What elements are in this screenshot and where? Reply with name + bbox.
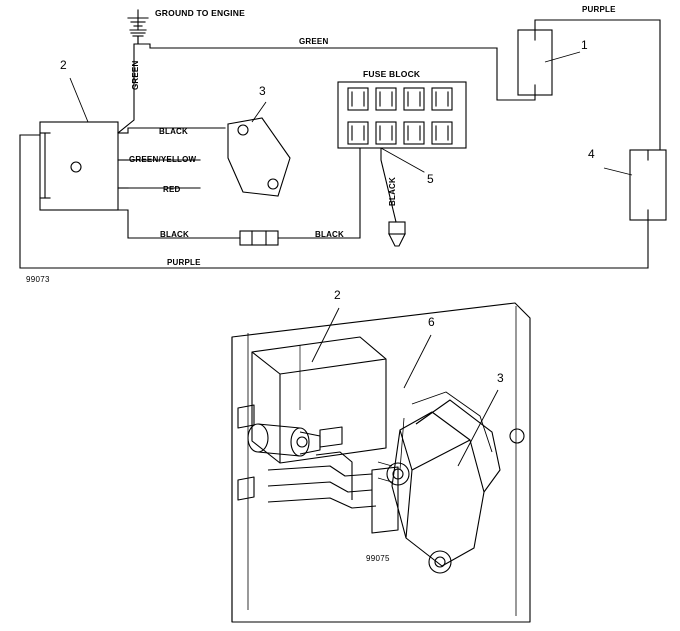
label-ground-to-engine: GROUND TO ENGINE [155,8,245,18]
leader-3b [458,390,498,466]
label-black-lower-left: BLACK [160,230,189,239]
inline-connector [240,231,278,245]
callout-2: 2 [60,58,67,72]
leader-4 [604,168,632,175]
label-green-yellow: GREEN/YELLOW [129,155,197,164]
label-black-vertical: BLACK [388,177,397,206]
label-green-top: GREEN [299,37,329,46]
leader-2b [312,308,339,362]
bullet-terminal [389,222,405,246]
label-black-upper: BLACK [159,127,188,136]
component-2-body [40,122,128,210]
component-4-body [630,150,666,220]
leader-6 [404,335,431,388]
label-black-lower-right: BLACK [315,230,344,239]
mount-tab-lower [238,477,254,500]
component-1-body [518,30,552,95]
callout-5: 5 [427,172,434,186]
wire-bundle-2 [268,482,372,492]
label-fuse-block: FUSE BLOCK [363,69,421,79]
callout-3-lower: 3 [497,371,504,385]
callout-4: 4 [588,147,595,161]
callout-6: 6 [428,315,435,329]
figure-code-lower: 99075 [366,554,390,563]
callout-1: 1 [581,38,588,52]
module-box [252,337,386,463]
wire-bundle-3 [268,498,376,508]
sensor-body [378,400,500,573]
label-purple-top: PURPLE [582,5,616,14]
label-purple-bottom: PURPLE [167,258,201,267]
ground-symbol [128,10,148,36]
label-red: RED [163,185,181,194]
cylinder-connector [248,424,320,456]
figure-code-upper: 99073 [26,275,50,284]
fuse-block-body [338,82,466,148]
callout-2-lower: 2 [334,288,341,302]
wire-bundle-1 [268,466,372,476]
leader-2 [70,78,88,122]
label-green-vertical: GREEN [131,60,140,90]
component-3-body [228,118,290,196]
leader-1 [545,52,580,62]
callout-3: 3 [259,84,266,98]
mount-tab-mid [320,427,342,447]
